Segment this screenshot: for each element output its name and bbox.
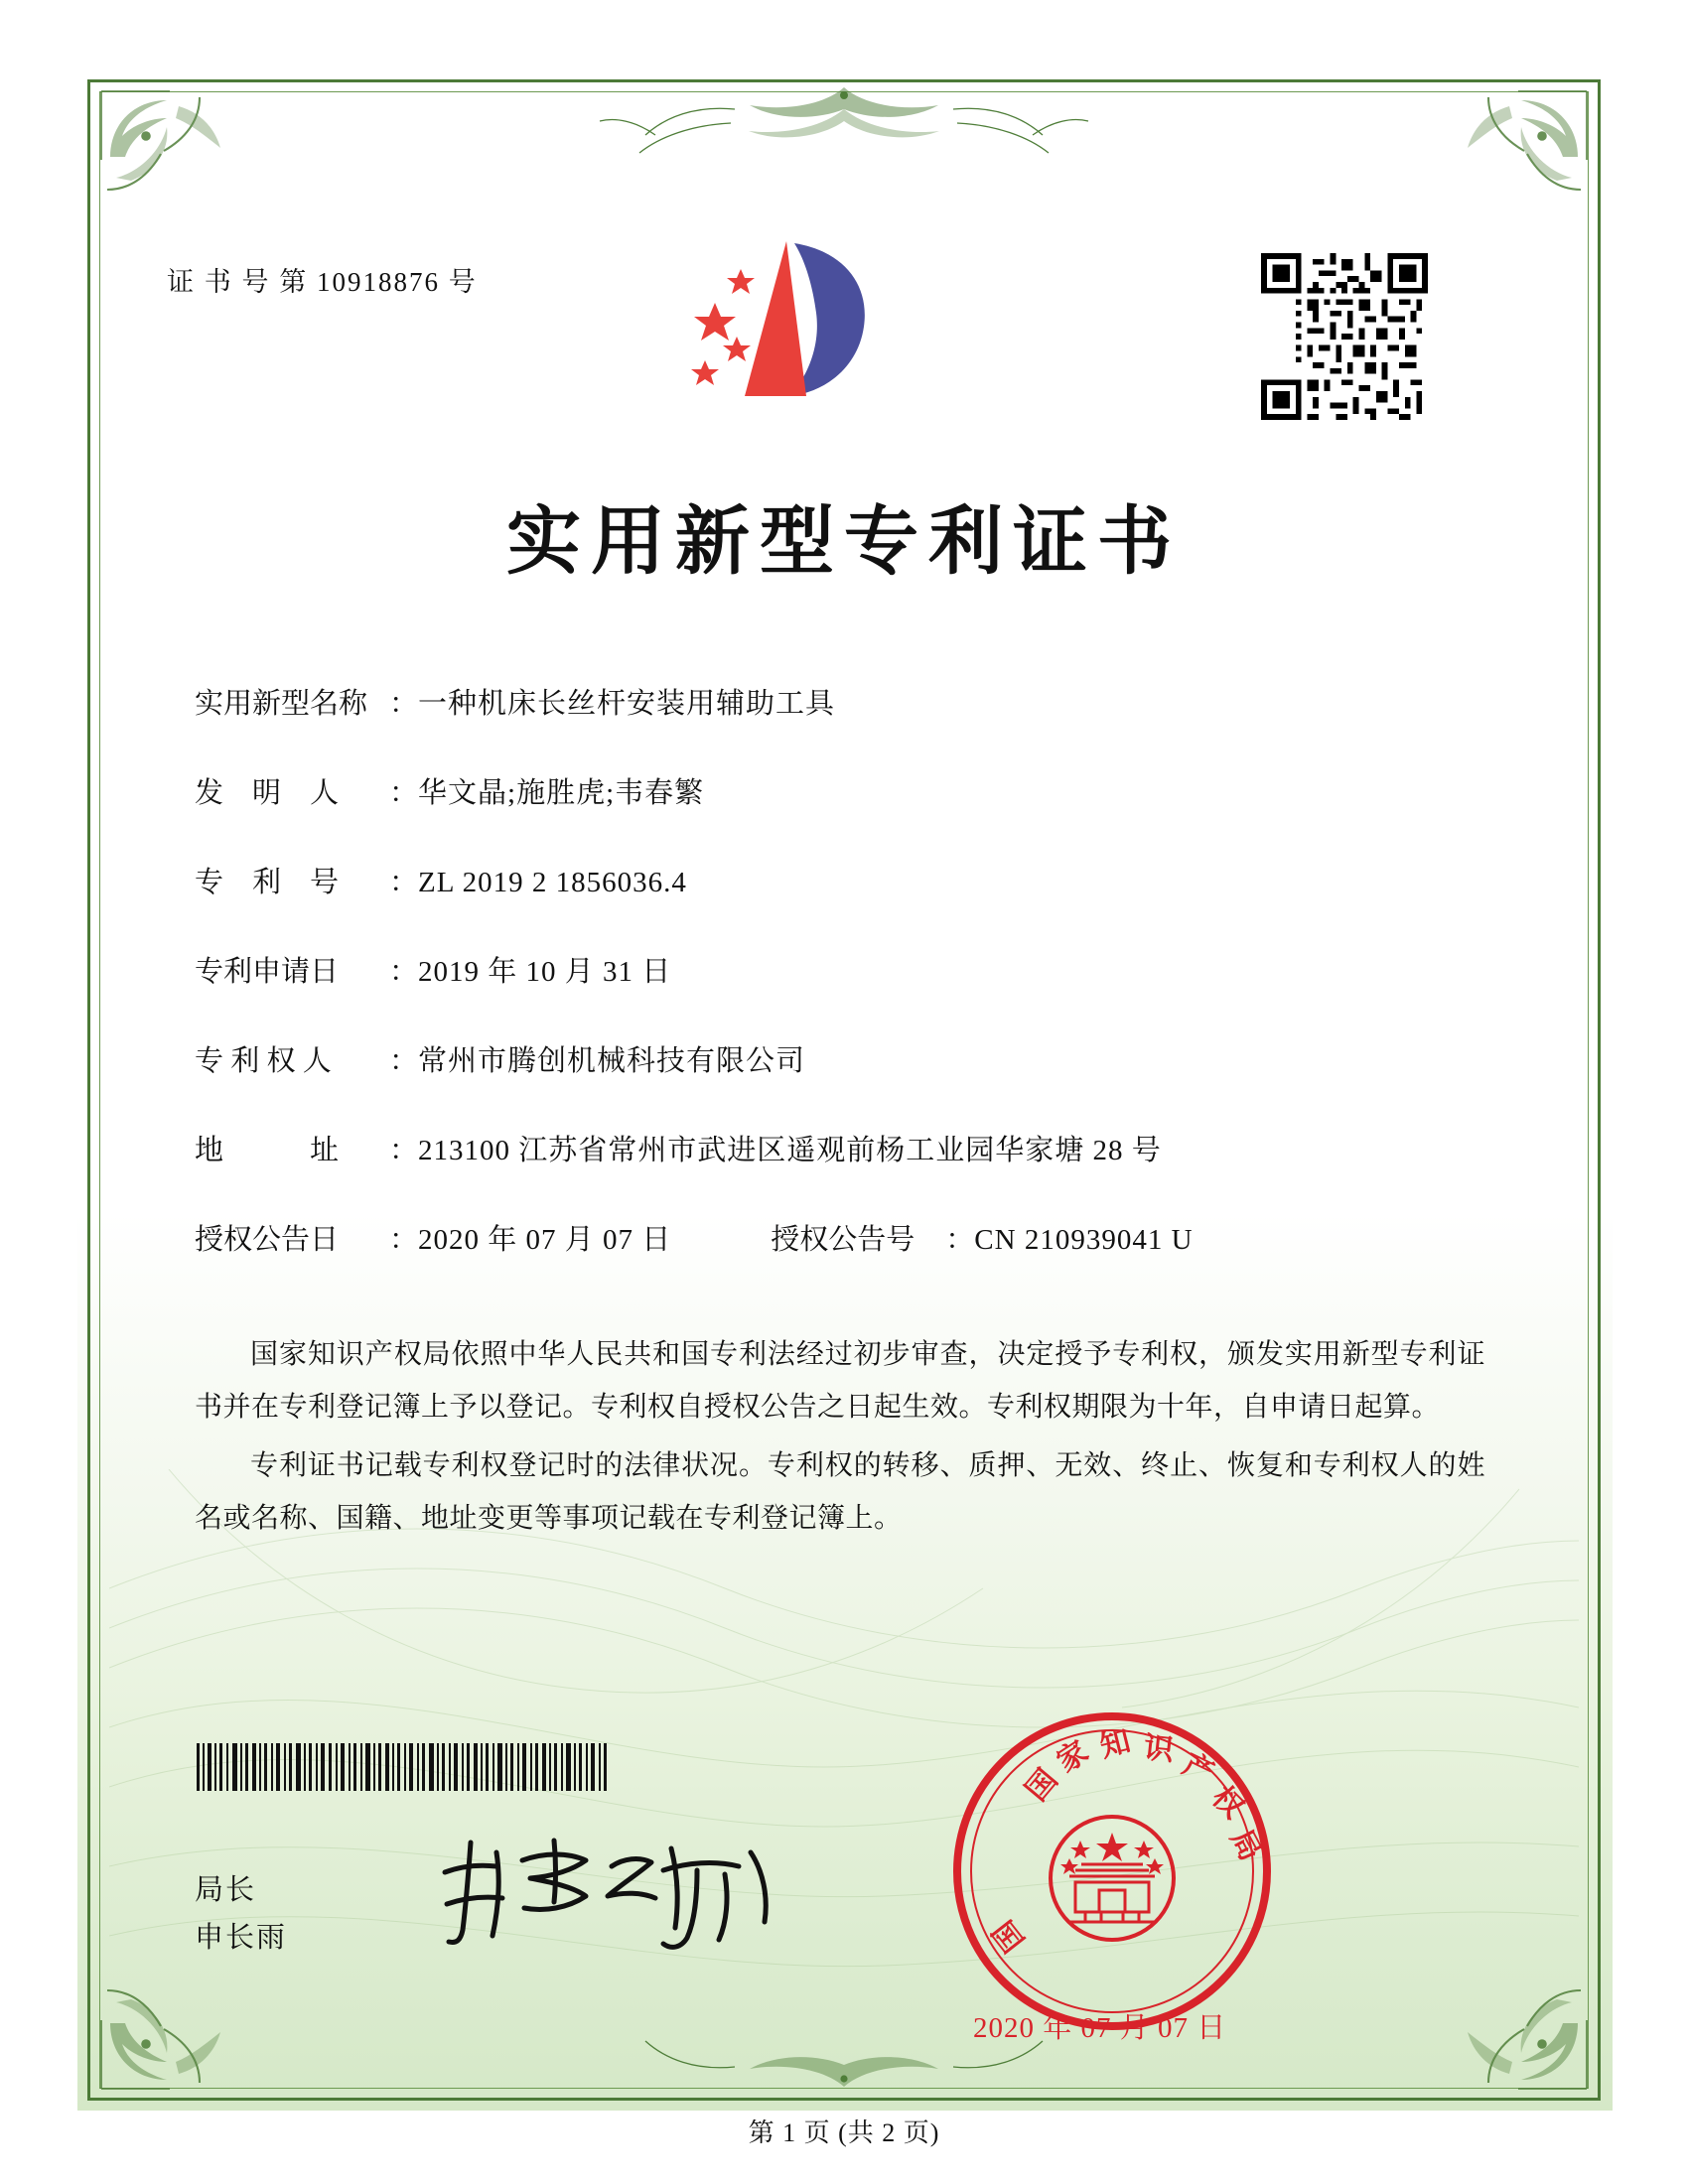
- svg-text:产: 产: [1177, 1747, 1219, 1791]
- field-address: [195, 1128, 1485, 1168]
- director-block: [195, 1866, 287, 1962]
- field-label: 发 明 人: [195, 777, 340, 809]
- field-value: 2019 年 10 月 31 日: [418, 956, 672, 988]
- field-application-date: [195, 949, 1485, 990]
- field-label: 实用新型名称: [195, 688, 368, 720]
- qr-code: [1261, 253, 1428, 420]
- field-value: 一种机床长丝杆安装用辅助工具: [418, 688, 836, 720]
- svg-text:国: 国: [987, 1914, 1032, 1959]
- field-value-grant-date: 2020 年 07 月 07 日: [418, 1224, 672, 1256]
- field-separator: ：: [389, 688, 419, 720]
- svg-text:知: 知: [1096, 1724, 1134, 1764]
- svg-text:识: 识: [1142, 1731, 1176, 1768]
- corner-ornament-icon: [95, 1946, 244, 2095]
- svg-text:家: 家: [1051, 1734, 1094, 1779]
- paragraph-grant-statement: 国家知识产权局依照中华人民共和国专利法经过初步审查，决定授予专利权，颁发实用新型专利证书并在专利登记簿上予以登记。专利权自授权公告之日起生效。专利权期限为十年，自申请日起算。: [195, 1339, 1485, 1423]
- legal-text-block: [195, 1328, 1485, 1551]
- field-separator: ：: [389, 1135, 419, 1166]
- svg-text:局: 局: [1223, 1824, 1268, 1866]
- svg-text:国: 国: [1020, 1763, 1064, 1808]
- field-label: 专 利 号: [195, 867, 340, 898]
- field-grant-announcement: [195, 1217, 1485, 1258]
- official-red-seal: [948, 1707, 1276, 2035]
- svg-text:权: 权: [1205, 1780, 1250, 1826]
- paragraph-register-statement: 专利证书记载专利权登记时的法律状况。专利权的转移、质押、无效、终止、恢复和专利权人的姓名或名称、国籍、地址变更等事项记载在专利登记簿上。: [195, 1450, 1485, 1534]
- field-label: 专 利 权 人: [195, 1045, 332, 1077]
- field-separator: ：: [389, 1045, 419, 1077]
- director-title: 局长: [195, 1874, 257, 1906]
- corner-ornament-icon: [95, 85, 244, 234]
- field-label-grant-number: 授权公告号: [771, 1224, 915, 1256]
- page-title: 实用新型专利证书: [505, 501, 1182, 584]
- field-separator: ：: [389, 1224, 419, 1256]
- field-value: ZL 2019 2 1856036.4: [418, 867, 687, 898]
- field-patent-number: [195, 860, 1485, 900]
- director-name: 申长雨: [195, 1922, 288, 1954]
- field-label: 地 址: [195, 1135, 340, 1166]
- seal-date: 2020 年 07 月 07 日: [973, 2012, 1227, 2044]
- field-utility-model-name: [195, 681, 1485, 722]
- cnipa-logo-icon: [675, 233, 904, 422]
- director-signature-icon: [427, 1827, 784, 1956]
- page-number: 第 1 页 (共 2 页): [748, 2118, 940, 2147]
- top-flourish-icon: [536, 75, 1152, 157]
- field-separator: ：: [389, 956, 419, 988]
- field-label: 专利申请日: [195, 956, 340, 988]
- field-value: 常州市腾创机械科技有限公司: [418, 1045, 806, 1077]
- corner-ornament-icon: [1444, 85, 1593, 234]
- field-separator: ：: [389, 777, 419, 809]
- field-value: 213100 江苏省常州市武进区遥观前杨工业园华家塘 28 号: [418, 1135, 1162, 1166]
- barcode: [195, 1743, 612, 1791]
- field-value-grant-number: CN 210939041 U: [974, 1224, 1194, 1256]
- field-label-grant-date: 授权公告日: [195, 1224, 340, 1256]
- field-value: 华文晶;施胜虎;韦春繁: [418, 777, 705, 809]
- field-patentee: [195, 1038, 1485, 1079]
- field-list: [195, 681, 1485, 1306]
- corner-ornament-icon: [1444, 1946, 1593, 2095]
- field-separator: ：: [945, 1224, 975, 1256]
- field-separator: ：: [389, 867, 419, 898]
- field-inventors: [195, 770, 1485, 811]
- certificate-number: 证 书 号 第 10918876 号: [167, 267, 478, 297]
